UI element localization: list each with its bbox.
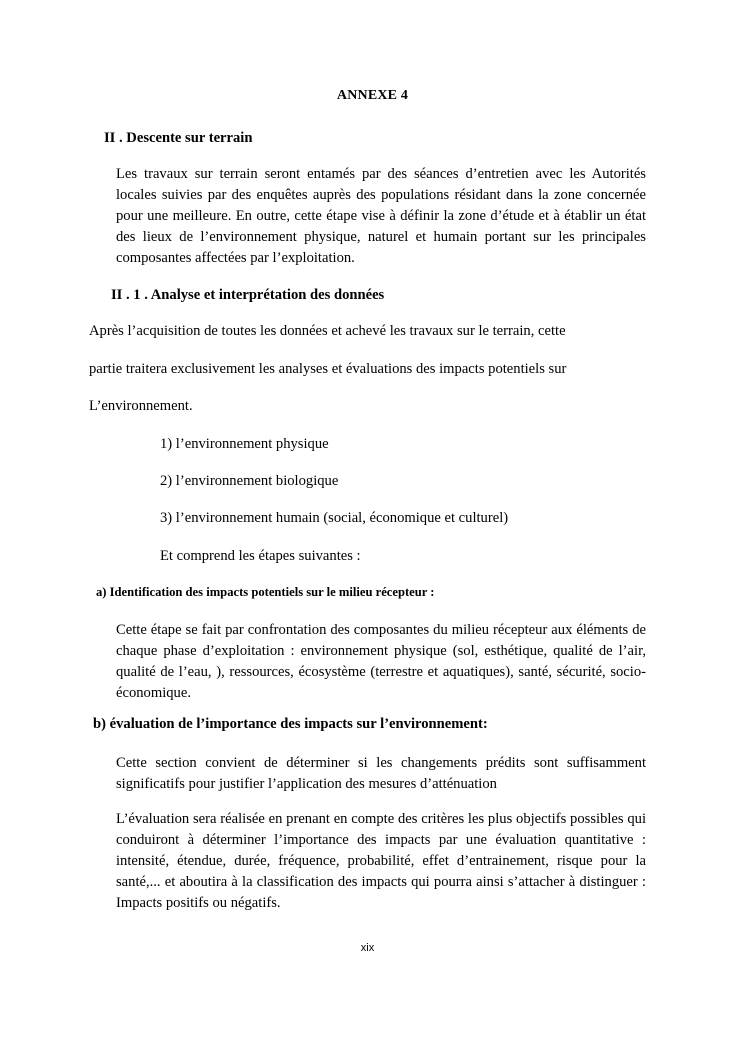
- list-item-biologique: 2) l’environnement biologique: [160, 473, 339, 489]
- section-b-heading: b) évaluation de l’importance des impacts sur l’environnement:: [93, 716, 488, 732]
- section-ii-heading: II . Descente sur terrain: [104, 130, 253, 146]
- section-b-paragraph-2: L’évaluation sera réalisée en prenant en compte des critères les plus objectifs possibles qui conduiront à déterminer l’importance des impacts par une évaluation quantitative : intensité, étendue, durée, fréquence, probabilité, effet d’entrainement, risque pour la santé,... et aboutira à la classification des impacts qui pourra ainsi s’attacher à distinguer : Impacts positifs ou négatifs.: [116, 811, 646, 911]
- annex-title: ANNEXE 4: [336, 88, 409, 103]
- intro-line-3: L’environnement.: [89, 398, 193, 414]
- section-ii-1-heading: II . 1 . Analyse et interprétation des données: [111, 287, 385, 303]
- section-ii-paragraph: Les travaux sur terrain seront entamés par des séances d’entretien avec les Autorités locales suivies par des enquêtes auprès des populations résidant dans la zone concernée pour une meilleure. En outre, cette étape vise à définir la zone d’étude et à établir un état des lieux de l’environnement physique, naturel et humain portant sur les principales composantes affectées par l’exploitation.: [116, 166, 646, 266]
- intro-line-1: Après l’acquisition de toutes les données et achevé les travaux sur le terrain, cette: [89, 323, 566, 339]
- section-a-heading: a) Identification des impacts potentiels sur le milieu récepteur :: [96, 585, 435, 599]
- intro-line-2: partie traitera exclusivement les analyses et évaluations des impacts potentiels sur: [89, 361, 567, 377]
- list-item-humain: 3) l’environnement humain (social, économique et culturel): [160, 510, 509, 526]
- list-item-etapes: Et comprend les étapes suivantes :: [160, 548, 361, 564]
- section-b-paragraph-1: Cette section convient de déterminer si les changements prédits sont suffisamment significatifs pour justifier l’application des mesures d’atténuation: [116, 755, 646, 792]
- page-number: xix: [360, 942, 375, 954]
- section-a-paragraph: Cette étape se fait par confrontation des composantes du milieu récepteur aux éléments de chaque phase d’exploitation : environnement physique (sol, esthétique, qualité de l’air, qualité de l’eau, ), ressources, écosystème (terrestre et aquatiques), santé, sécurité, socio-économique.: [116, 622, 646, 701]
- list-item-physique: 1) l’environnement physique: [160, 436, 329, 452]
